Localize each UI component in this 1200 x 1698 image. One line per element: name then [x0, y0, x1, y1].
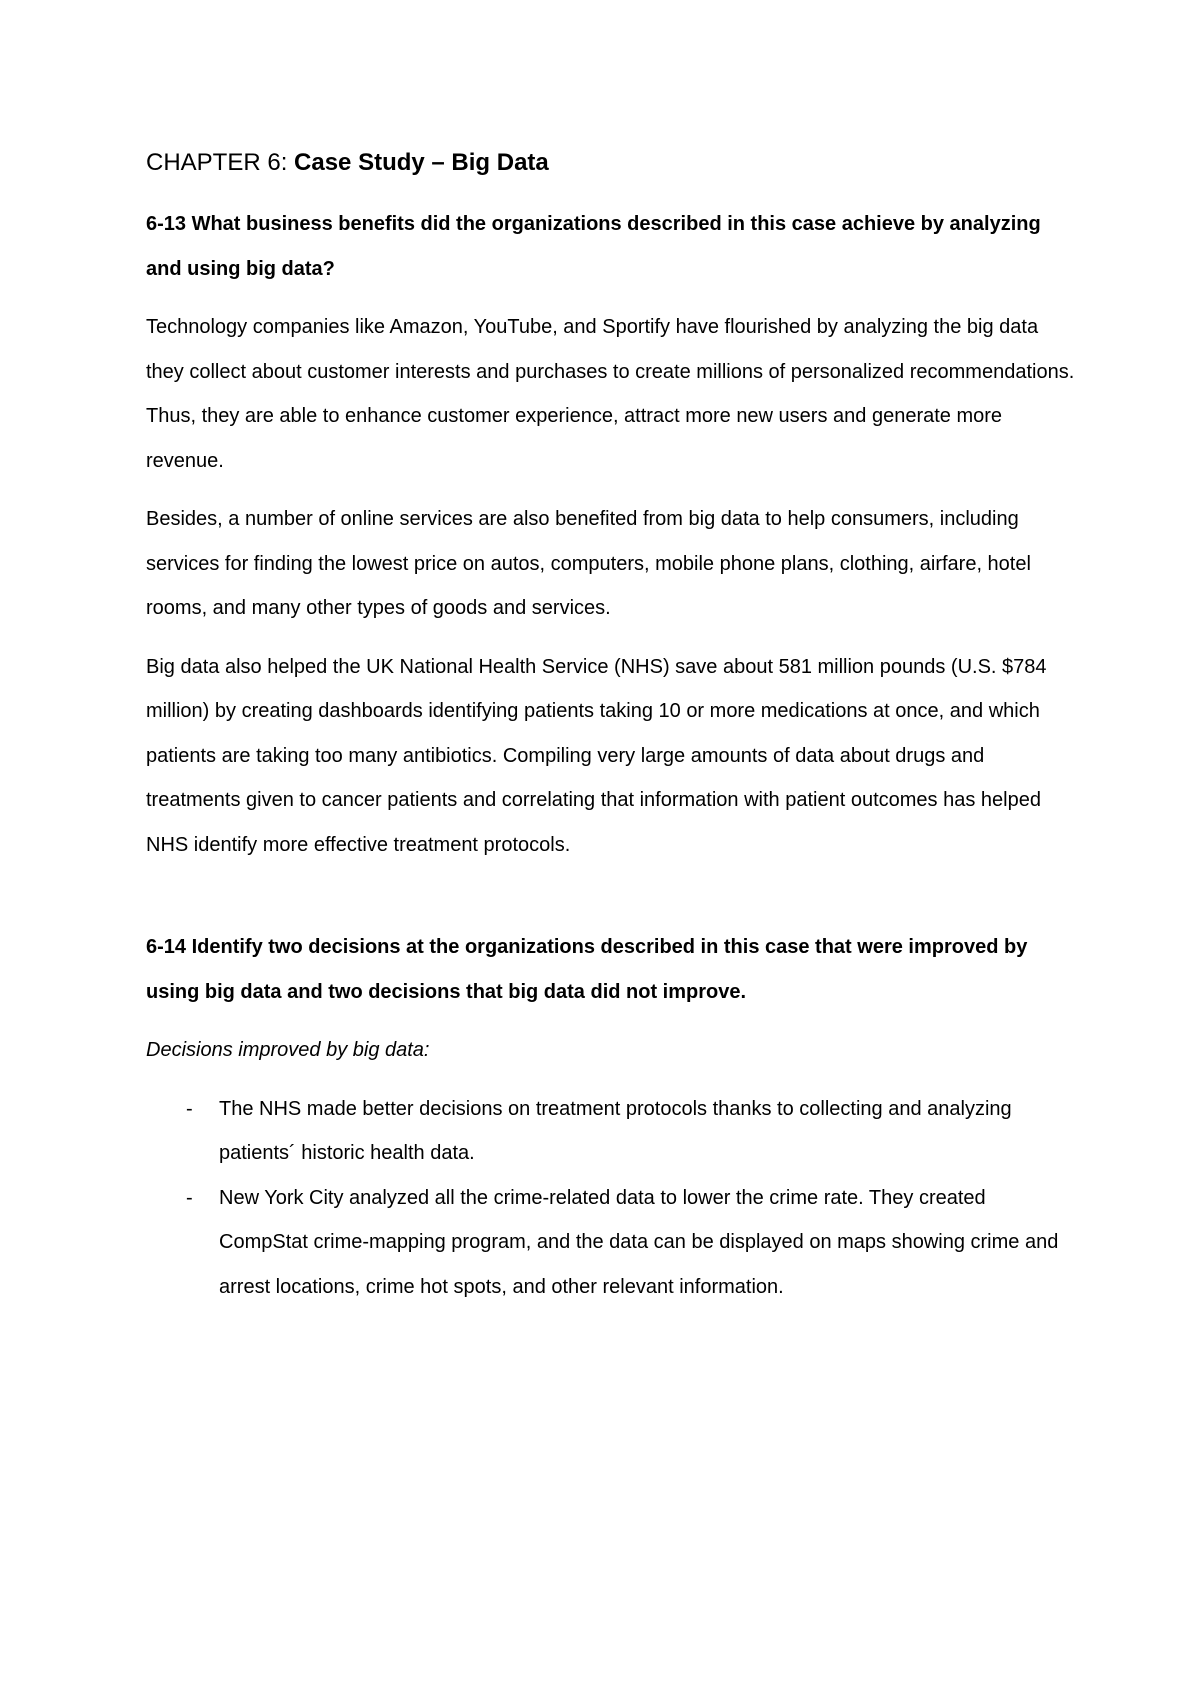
section-spacer — [146, 881, 1076, 925]
bullet-dash: - — [186, 1186, 193, 1209]
list-item — [146, 1087, 1076, 1176]
list-item-text: The NHS made better decisions on treatment protocols thanks to collecting and analyzing patients´ historic health data. — [219, 1097, 1012, 1164]
question-6-13: 6-13 What business benefits did the organizations described in this case achieve by analyzing and using big data? — [146, 213, 1041, 280]
list-item — [146, 1176, 1076, 1310]
answer-paragraph: Technology companies like Amazon, YouTube, and Sportify have flourished by analyzing the big data they collect about customer interests and purchases to create millions of personalized recommendations. Thus, they are able to enhance customer experience, attract more new users and generate more revenue. — [146, 316, 1075, 472]
answer-paragraph: Besides, a number of online services are also benefited from big data to help consumers, including services for finding the lowest price on autos, computers, mobile phone plans, clothing, airfare, hotel rooms, and many other types of goods and services. — [146, 508, 1031, 619]
list-item-text: New York City analyzed all the crime-related data to lower the crime rate. They created CompStat crime-mapping program, and the data can be displayed on maps showing crime and arrest locations, crime hot spots, and other relevant information. — [219, 1186, 1059, 1298]
question-6-14: 6-14 Identify two decisions at the organizations described in this case that were improved by using big data and two decisions that big data did not improve. — [146, 936, 1028, 1003]
document-body — [146, 146, 1076, 1309]
decisions-improved-list — [146, 1087, 1076, 1310]
chapter-title — [146, 146, 1076, 180]
bullet-dash: - — [186, 1097, 193, 1120]
chapter-title-main: Case Study – Big Data — [294, 149, 549, 176]
chapter-title-prefix: CHAPTER 6: — [146, 149, 295, 176]
decisions-improved-subheading: Decisions improved by big data: — [146, 1039, 430, 1061]
answer-paragraph: Big data also helped the UK National Health Service (NHS) save about 581 million pounds (U.S. $784 million) by creating dashboards identifying patients taking 10 or more medications at once, and which patients are taking too many antibiotics. Compiling very large amounts of data about drugs and treatments given to cancer patients and correlating that information with patient outcomes has helped NHS identify more effective treatment protocols. — [146, 655, 1047, 856]
